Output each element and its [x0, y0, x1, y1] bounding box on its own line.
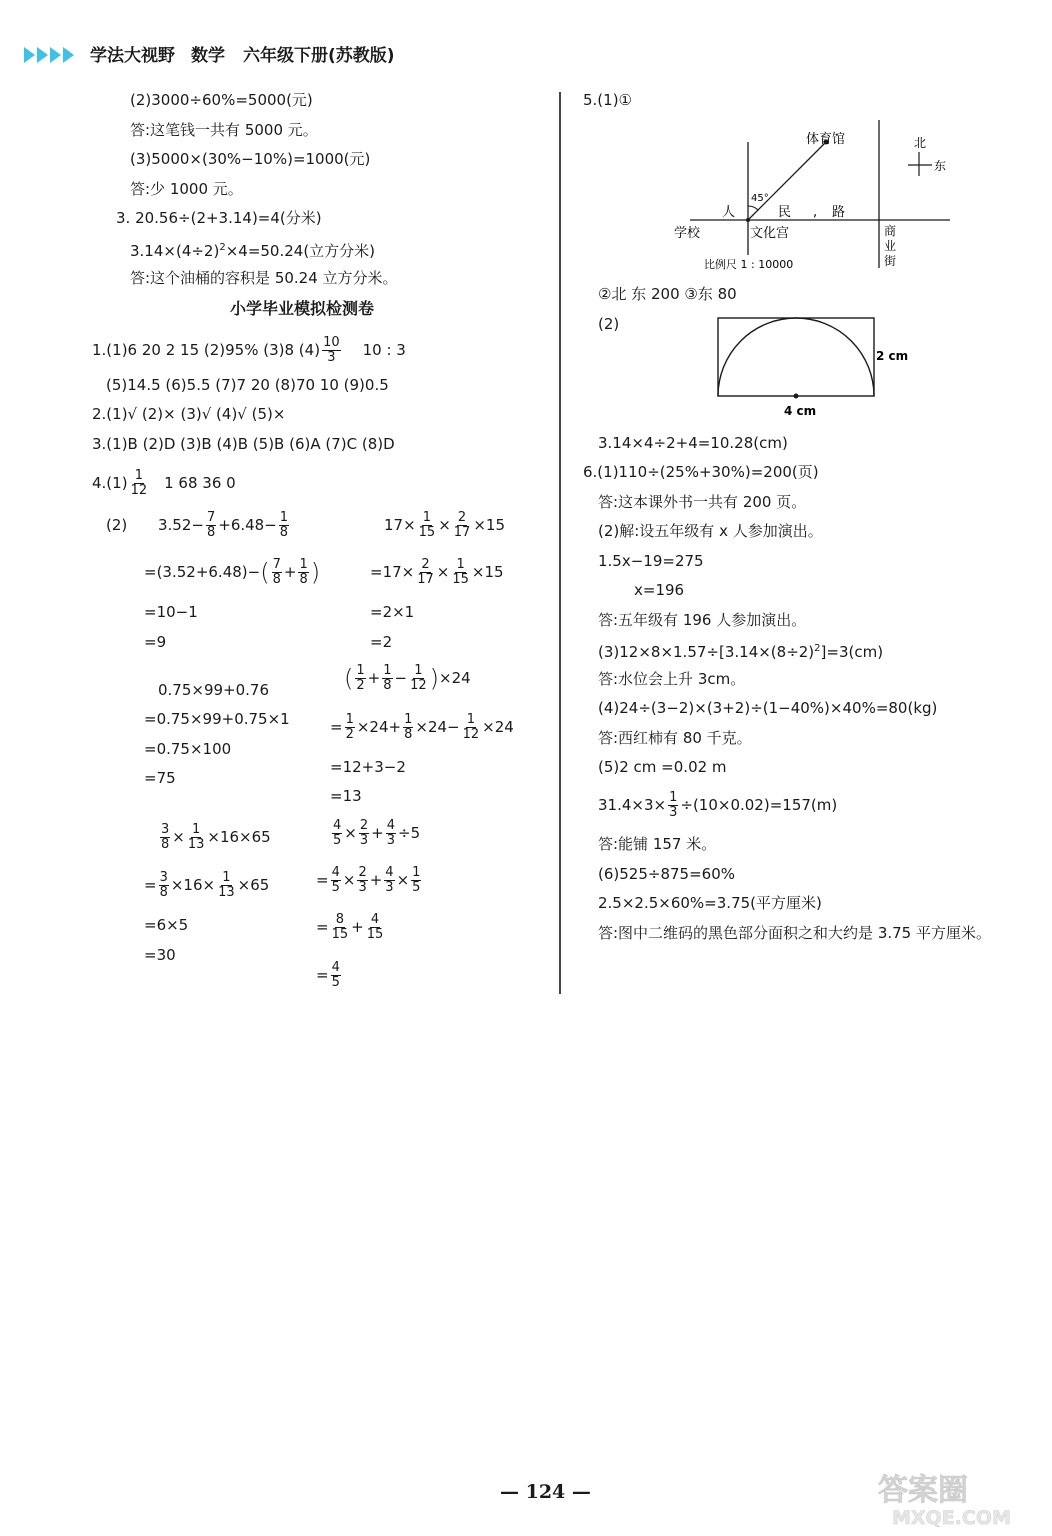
- expression-step: =9: [144, 633, 167, 651]
- expression-step: = $\frac{3}{8}$ ×16× $\frac{1}{13}$ ×65: [144, 870, 270, 900]
- expression-step: =10−1: [144, 603, 198, 621]
- expression: $\frac{4}{5}$ × $\frac{2}{3}$ + $\frac{4}{3}$ ÷5: [333, 818, 421, 848]
- semicircle-diagram: [712, 310, 922, 420]
- road-label: 路: [832, 205, 846, 220]
- column-divider: [559, 92, 561, 994]
- answer-line: (4)24÷(3−2)×(3+2)÷(1−40%)×40%=80(kg): [598, 699, 938, 717]
- answer-line: 答:这本课外书一共有 200 页。: [598, 493, 807, 511]
- street-label: 街: [884, 254, 897, 268]
- q5-label: 5.(1)①: [583, 91, 633, 109]
- svg-text:MXQE.COM: MXQE.COM: [892, 1507, 1011, 1528]
- answer-line: 答:少 1000 元。: [130, 180, 243, 198]
- arrow-icon: [24, 47, 82, 63]
- expression-step: = $\frac{1}{2}$ ×24+ $\frac{1}{8}$ ×24− $\frac{1}{12}$ ×24: [330, 712, 514, 742]
- direction-map: [660, 110, 980, 280]
- grade-title: 六年级下册(苏教版): [243, 46, 395, 66]
- angle-label: 45°: [751, 193, 769, 204]
- north-label: 北: [914, 136, 927, 150]
- expression-step: =30: [144, 946, 176, 964]
- answer-line: 答:水位会上升 3cm。: [598, 670, 746, 688]
- answer-line: (2)解:设五年级有 x 人参加演出。: [598, 522, 823, 540]
- expression-step: =0.75×100: [144, 740, 232, 758]
- road-label: 人: [722, 205, 736, 220]
- street-label: 业: [884, 239, 897, 253]
- fraction: $\frac{10}{3}$: [323, 335, 340, 365]
- expression-step: =75: [144, 769, 176, 787]
- answer-line: (5)2 cm =0.02 m: [598, 758, 727, 776]
- q5-2-label: (2): [598, 315, 620, 333]
- expression-step: =0.75×99+0.75×1: [144, 710, 290, 728]
- culture-palace-label: 文化宫: [750, 226, 790, 241]
- center-point: [794, 394, 799, 399]
- origin-point: [746, 218, 750, 222]
- expression-step: =12+3−2: [330, 758, 406, 776]
- answer-line: (3)5000×(30%−10%)=1000(元): [130, 150, 371, 168]
- watermark-logo: [872, 1468, 1042, 1528]
- page-number: — 124 —: [500, 1481, 591, 1503]
- expression-step: =13: [330, 787, 362, 805]
- exam-title: 小学毕业模拟检测卷: [230, 299, 375, 318]
- expression-step: =2: [370, 633, 393, 651]
- expression: 0.75×99+0.76: [158, 681, 270, 699]
- answer-line: 答:能铺 157 米。: [598, 835, 717, 853]
- q1-line-1: 1.(1)6 20 2 15 (2)95% (3)8 (4) $\frac{10}{3}$ 10 : 3: [92, 335, 406, 365]
- height-label: 2 cm: [876, 349, 909, 363]
- school-label: 学校: [674, 226, 701, 241]
- answer-line: x=196: [634, 581, 685, 599]
- q1-line-2: (5)14.5 (6)5.5 (7)7 20 (8)70 10 (9)0.5: [106, 376, 389, 394]
- expression-step: = $\frac{4}{5}$ × $\frac{2}{3}$ + $\frac{4}{3}$ × $\frac{1}{5}$: [316, 865, 421, 895]
- q2-line: 2.(1)√ (2)× (3)√ (4)√ (5)×: [92, 405, 286, 423]
- expression: 17× $\frac{1}{15}$ × $\frac{2}{17}$ ×15: [384, 510, 505, 540]
- semicircle-arc: [718, 318, 874, 396]
- street-label: 商: [884, 224, 897, 238]
- answer-line: 答:西红柿有 80 千克。: [598, 729, 752, 747]
- scale-label: 比例尺 1 : 10000: [704, 258, 794, 271]
- road-label: 民: [778, 205, 792, 220]
- answer-line: (2)3000÷60%=5000(元): [130, 91, 313, 109]
- expression: ( $\frac{1}{2}$ + $\frac{1}{8}$ − $\frac{1}{12}$ )×24: [344, 663, 471, 693]
- answer-line: 3.14×4÷2+4=10.28(cm): [598, 434, 788, 452]
- east-label: 东: [934, 159, 947, 173]
- gym-label: 体育馆: [806, 132, 846, 147]
- answer-line: 答:这个油桶的容积是 50.24 立方分米。: [130, 269, 398, 287]
- expression-step: =17× $\frac{2}{17}$ × $\frac{1}{15}$ ×15: [370, 557, 504, 587]
- page-header: [24, 46, 395, 66]
- width-label: 4 cm: [784, 404, 817, 418]
- q3-line: 3.(1)B (2)D (3)B (4)B (5)B (6)A (7)C (8)D: [92, 435, 395, 453]
- q4-line: 4.(1) $\frac{1}{12}$ 1 68 36 0: [92, 468, 236, 498]
- answer-line: 答:五年级有 196 人参加演出。: [598, 611, 807, 629]
- answer-line: 31.4×3× $\frac{1}{3}$ ÷(10×0.02)=157(m): [598, 790, 838, 820]
- expression: $\frac{3}{8}$ × $\frac{1}{13}$ ×16×65: [161, 822, 271, 852]
- svg-text:答案圈: 答案圈: [878, 1473, 968, 1508]
- expression-step: = $\frac{8}{15}$ + $\frac{4}{15}$: [316, 912, 384, 942]
- rectangle-shape: [718, 318, 874, 396]
- expression-step: =6×5: [144, 916, 189, 934]
- subject-title: 数学: [191, 46, 225, 66]
- expression: 3.52− $\frac{7}{8}$ +6.48− $\frac{1}{8}$: [158, 510, 289, 540]
- series-title: 学法大视野: [90, 46, 175, 66]
- answer-line: 1.5x−19=275: [598, 552, 704, 570]
- answer-line: 3. 20.56÷(2+3.14)=4(分米): [116, 209, 322, 227]
- answer-line: 6.(1)110÷(25%+30%)=200(页): [583, 463, 819, 481]
- angle-arc: [748, 206, 758, 210]
- expression-step: =2×1: [370, 603, 415, 621]
- answer-line: ②北 东 200 ③东 80: [598, 285, 737, 303]
- road-comma: ,: [813, 205, 818, 220]
- answer-line: $(3)12\times 8\times 1.57\div[3.14\times(8\div 2)^2]=3(cm)$: [598, 643, 884, 661]
- answer-line: 2.5×2.5×60%=3.75(平方厘米): [598, 894, 822, 912]
- answer-line: 答:这笔钱一共有 5000 元。: [130, 121, 318, 139]
- expression-step: = $\frac{4}{5}$: [316, 960, 340, 990]
- expression-step: =(3.52+6.48)−( $\frac{7}{8}$ + $\frac{1}{8}$ ): [144, 557, 321, 587]
- answer-line: $3.14\times(4\div 2)^2\times 4=50.24$(立方分米): [130, 242, 376, 260]
- answer-line: (6)525÷875=60%: [598, 865, 735, 883]
- q4-2-label: (2): [106, 516, 128, 534]
- answer-line: 答:图中二维码的黑色部分面积之和大约是 3.75 平方厘米。: [598, 924, 991, 942]
